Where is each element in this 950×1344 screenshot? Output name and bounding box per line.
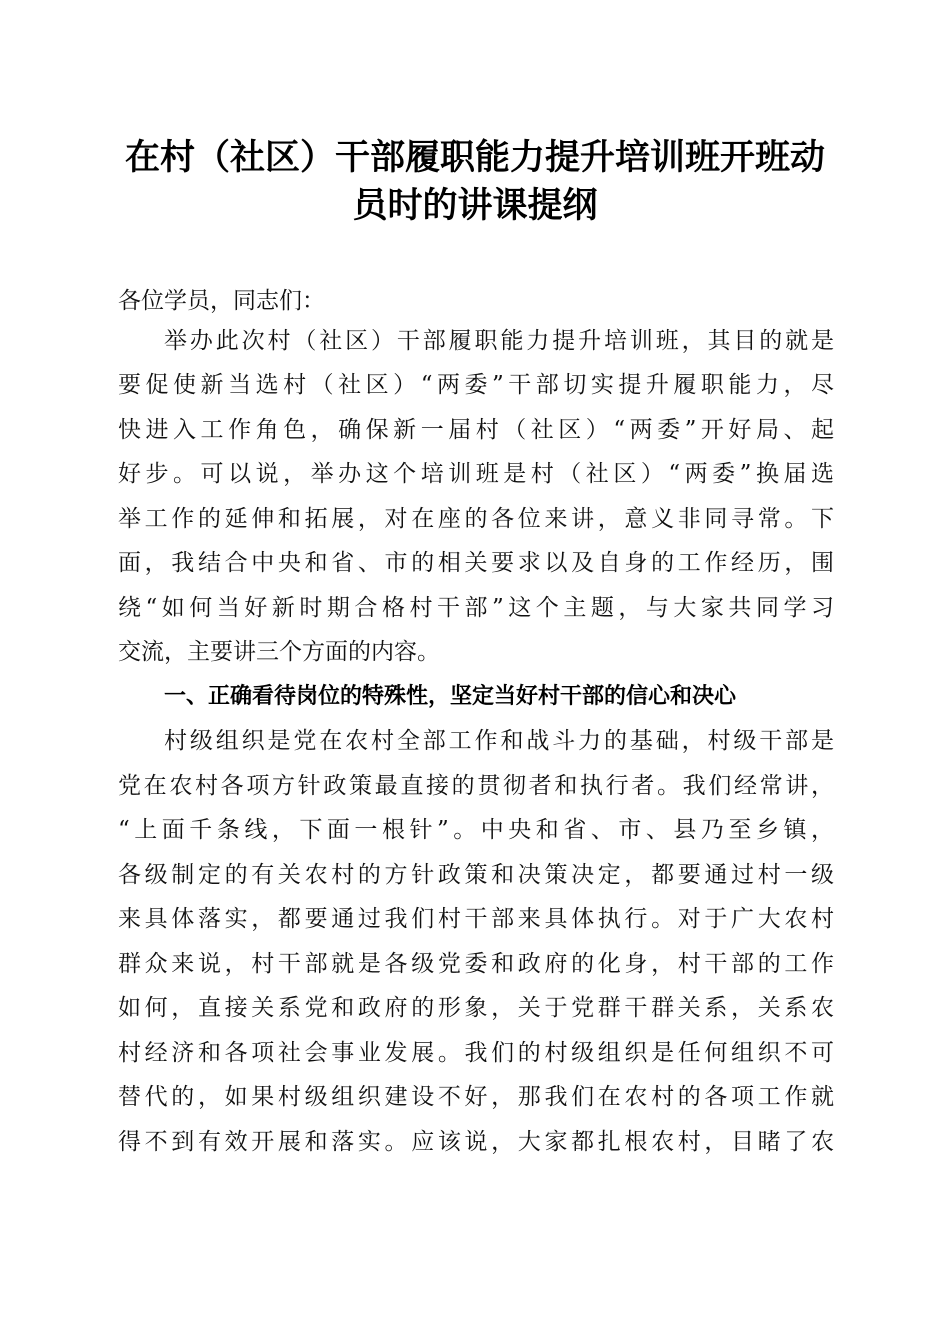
salutation: 各位学员，同志们： bbox=[118, 288, 325, 314]
paragraph-line: 举办此次村（社区）干部履职能力提升培训班，其目的就是 bbox=[164, 328, 834, 354]
paragraph-line: 如何，直接关系党和政府的形象，关于党群干群关系，关系农 bbox=[118, 995, 834, 1021]
paragraph-line: 举工作的延伸和拓展，对在座的各位来讲，意义非同寻常。下 bbox=[118, 506, 834, 532]
paragraph-line: 绕“如何当好新时期合格村干部”这个主题，与大家共同学习 bbox=[118, 595, 834, 621]
paragraph-line: 交流，主要讲三个方面的内容。 bbox=[118, 639, 440, 665]
paragraph-line: 来具体落实，都要通过我们村干部来具体执行。对于广大农村 bbox=[118, 906, 834, 932]
document-title-line-1: 在村（社区）干部履职能力提升培训班开班动 bbox=[124, 137, 825, 178]
section-heading: 一、正确看待岗位的特殊性，坚定当好村干部的信心和决心 bbox=[164, 684, 737, 709]
paragraph-line: 村级组织是党在农村全部工作和战斗力的基础，村级干部是 bbox=[164, 728, 834, 754]
paragraph-line: 群众来说，村干部就是各级党委和政府的化身，村干部的工作 bbox=[118, 951, 834, 977]
paragraph-line: 党在农村各项方针政策最直接的贯彻者和执行者。我们经常讲， bbox=[118, 773, 834, 799]
paragraph-line: 替代的，如果村级组织建设不好，那我们在农村的各项工作就 bbox=[118, 1084, 834, 1110]
paragraph-line: 村经济和各项社会事业发展。我们的村级组织是任何组织不可 bbox=[118, 1040, 834, 1066]
paragraph-line: “上面千条线，下面一根针”。中央和省、市、县乃至乡镇， bbox=[118, 817, 834, 843]
paragraph-line: 得不到有效开展和落实。应该说，大家都扎根农村，目睹了农 bbox=[118, 1129, 834, 1155]
paragraph-line: 快进入工作角色，确保新一届村（社区）“两委”开好局、起 bbox=[118, 417, 834, 443]
paragraph-line: 好步。可以说，举办这个培训班是村（社区）“两委”换届选 bbox=[118, 461, 834, 487]
paragraph-line: 面，我结合中央和省、市的相关要求以及自身的工作经历，围 bbox=[118, 550, 834, 576]
paragraph-line: 各级制定的有关农村的方针政策和决策决定，都要通过村一级 bbox=[118, 862, 834, 888]
paragraph-line: 要促使新当选村（社区）“两委”干部切实提升履职能力，尽 bbox=[118, 372, 834, 398]
document-title-line-2: 员时的讲课提纲 bbox=[352, 185, 598, 226]
